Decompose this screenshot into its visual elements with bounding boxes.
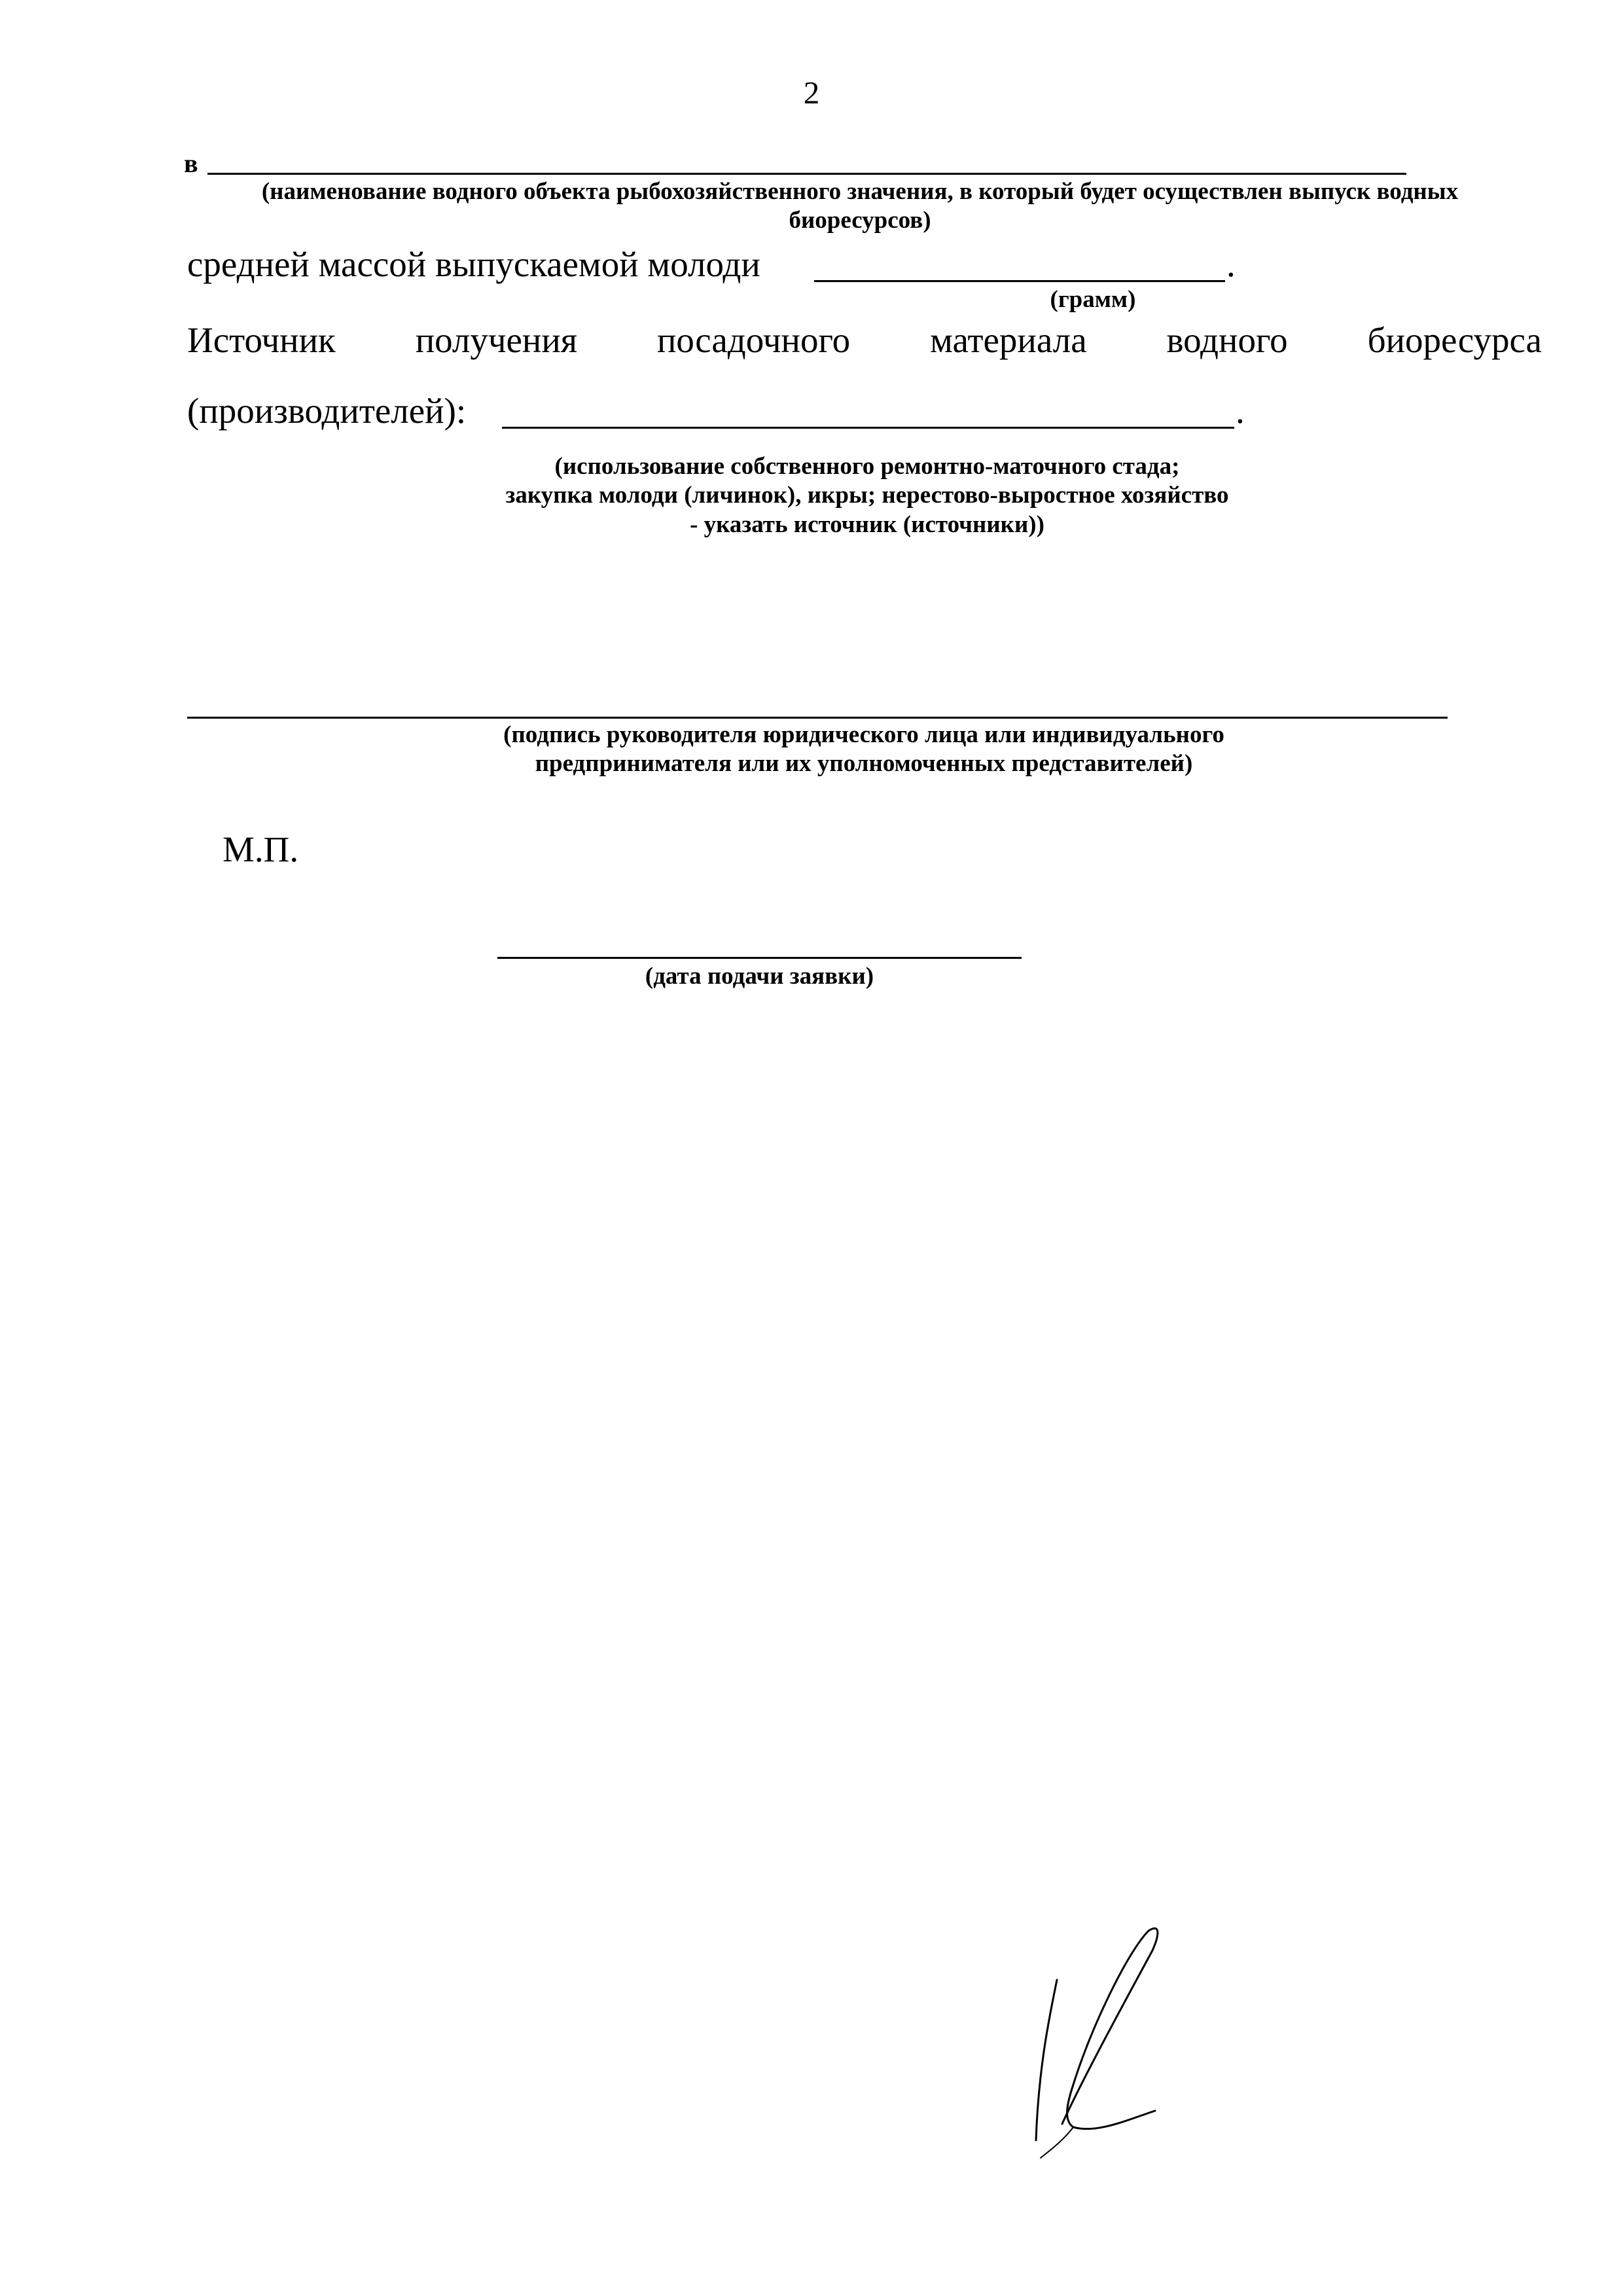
source-hint [458, 452, 1276, 539]
water-body-hint-line-1: (наименование водного объекта рыбохозяйственного значения, в который будет осуществлен выпуск водных [261, 178, 1459, 205]
source-word-6: биоресурса [1367, 320, 1542, 360]
source-word-2: получения [415, 320, 578, 360]
mass-field-line[interactable] [814, 280, 1225, 282]
water-body-field-line[interactable] [207, 173, 1406, 175]
source-hint-line-1: (использование собственного ремонтно-маточного стада; [554, 453, 1180, 480]
source-label-row [187, 321, 1542, 361]
page-number: 2 [803, 75, 820, 111]
water-body-hint-line-2: биоресурсов) [789, 207, 931, 234]
handwritten-signature-mark [1011, 1914, 1221, 2163]
water-body-prefix: в [184, 149, 198, 178]
stamp-label: М.П. [223, 829, 299, 869]
source-word-1: Источник [187, 320, 336, 360]
source-label-end: (производителей): [187, 391, 467, 431]
source-end-punct: . [1236, 391, 1245, 431]
signature-stroke-left [1036, 1980, 1057, 2140]
signature-hint [412, 721, 1315, 779]
signature-stroke-tail [1041, 2127, 1073, 2158]
mass-label: средней массой выпускаемой молоди [187, 244, 760, 284]
mass-unit-hint: (грамм) [1050, 286, 1136, 313]
mass-end-punct: . [1226, 244, 1236, 284]
water-body-hint [206, 177, 1514, 236]
source-hint-line-2: закупка молоди (личинок), икры; нерестово-выростное хозяйство [505, 482, 1229, 509]
signature-hint-line-1: (подпись руководителя юридического лица или индивидуального [503, 721, 1224, 748]
date-hint: (дата подачи заявки) [645, 963, 874, 990]
signature-hint-line-2: предпринимателя или их уполномоченных представителей) [535, 750, 1193, 778]
source-word-3: посадочного [657, 320, 851, 360]
signature-field-line[interactable] [187, 717, 1448, 719]
source-word-4: материала [930, 320, 1087, 360]
source-field-line[interactable] [502, 427, 1234, 429]
source-hint-line-3: - указать источник (источники)) [690, 511, 1044, 538]
date-field-line[interactable] [497, 957, 1022, 959]
signature-stroke-loop [1062, 1928, 1158, 2128]
source-word-5: водного [1166, 320, 1288, 360]
